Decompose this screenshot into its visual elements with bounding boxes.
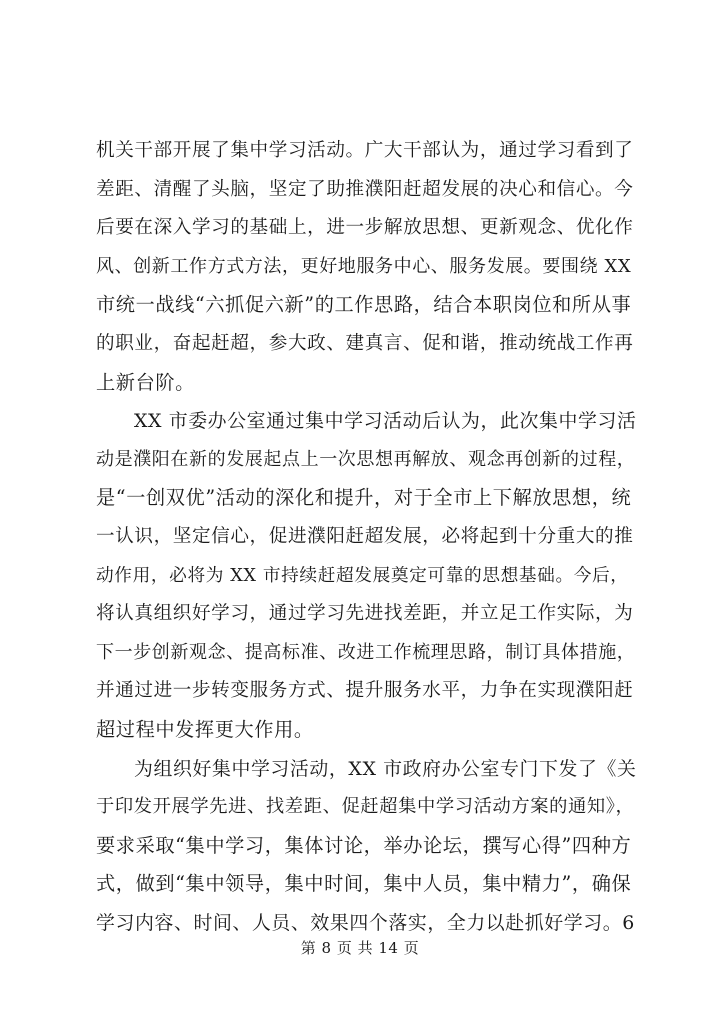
text-line: 一认识，坚定信心，促进濮阳赶超发展，必将起到十分重大的推 [96, 525, 634, 547]
text-line: 机关干部开展了集中学习活动。广大干部认为，通过学习看到了 [96, 140, 634, 161]
text-line: 为组织好集中学习活动，XX 市政府办公室专门下发了《关 [134, 757, 637, 780]
text-line: 学习内容、时间、人员、效果四个落实，全力以赴抓好学习。6 [96, 911, 635, 934]
text-line: 风、创新工作方式方法，更好地服务中心、服务发展。要围绕 XX [96, 255, 632, 277]
text-line: 的职业，奋起赶超，参大政、建真言、促和谐，推动统战工作再 [96, 332, 634, 354]
page-number-footer: 第 8 页 共 14 页 [300, 939, 420, 957]
text-line: 市统一战线“六抓促六新”的工作思路，结合本职岗位和所从事 [96, 293, 632, 317]
text-line: 超过程中发挥更大作用。 [96, 717, 314, 741]
document-body [96, 132, 636, 942]
text-line: 差距、清醒了头脑，坚定了助推濮阳赶超发展的决心和信心。今 [96, 178, 634, 200]
text-line: 是“一创双优”活动的深化和提升，对于全市上下解放思想，统 [96, 486, 632, 510]
text-line: 后要在深入学习的基础上，进一步解放思想、更新观念、优化作 [96, 217, 634, 239]
text-line: 下一步创新观念、提高标准、改进工作梳理思路，制订具体措施， [96, 641, 636, 663]
text-line: XX 市委办公室通过集中学习活动后认为，此次集中学习活 [134, 410, 637, 433]
text-line: 要求采取“集中学习，集体讨论，举办论坛，撰写心得”四种方 [96, 833, 632, 857]
text-line: 并通过进一步转变服务方式、提升服务水平，力争在实现濮阳赶 [96, 680, 634, 702]
text-line: 动是濮阳在新的发展起点上一次思想再解放、观念再创新的过程， [96, 448, 636, 470]
text-line: 将认真组织好学习，通过学习先进找差距，并立足工作实际，为 [96, 603, 634, 625]
text-line: 上新台阶。 [96, 370, 195, 394]
text-line: 动作用，必将为 XX 市持续赶超发展奠定可靠的思想基础。今后， [96, 565, 629, 586]
text-line: 式，做到“集中领导，集中时间，集中人员，集中精力”，确保 [96, 872, 632, 896]
text-line: 于印发开展学先进、找差距、促赶超集中学习活动方案的通知》， [96, 796, 635, 818]
